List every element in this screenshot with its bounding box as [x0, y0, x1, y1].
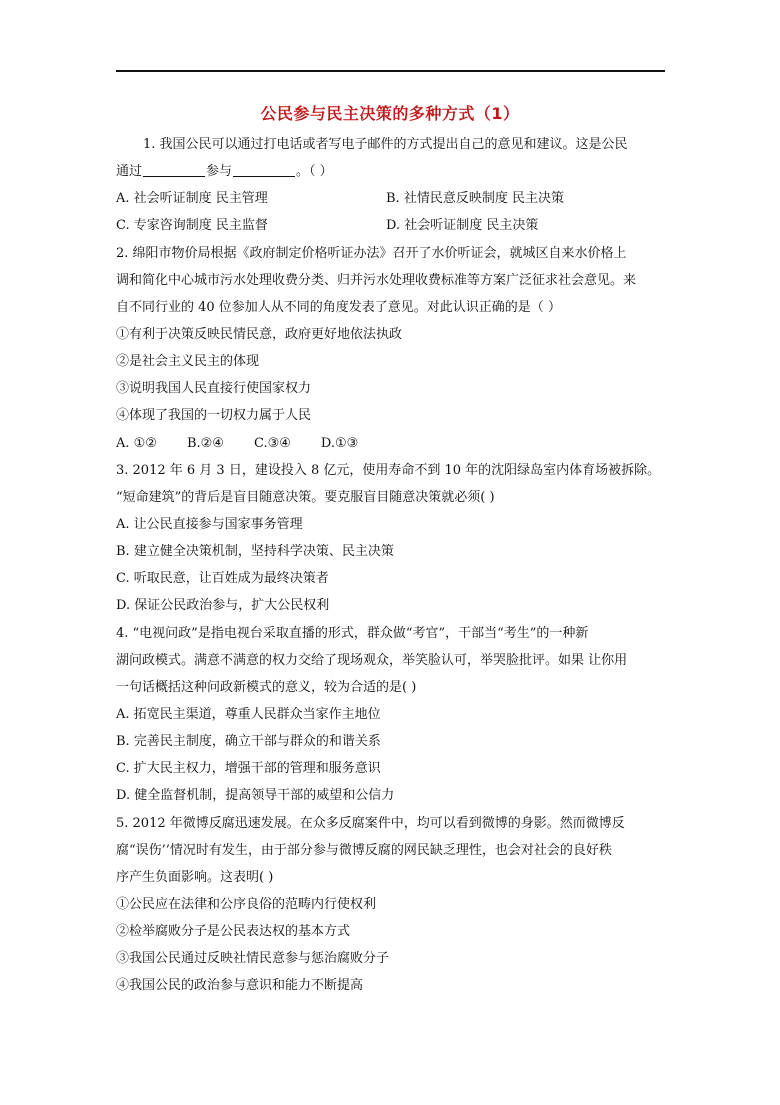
q2-option-d: D.①③ [320, 435, 359, 451]
q1-text-mid: 参与 [206, 164, 233, 180]
q4-line-3: 一句话概括这种问政新模式的意义，较为合适的是( ) [116, 679, 417, 695]
answer-blank-2 [233, 161, 295, 177]
q5-item-2: ②检举腐败分子是公民表达权的基本方式 [116, 924, 351, 940]
q3-option-c: C. 听取民意，让百姓成为最终决策者 [116, 571, 329, 587]
q5-line-2: 腐“误伤’’情况时有发生，由于部分参与微博反腐的网民缺乏理性，也会对社会的良好秩 [116, 842, 612, 858]
q2-options-row [116, 430, 665, 457]
header-rule [116, 70, 665, 72]
q4-line-2: 湖问政模式。满意不满意的权力交给了现场观众，举笑脸认可，举哭脸批评。如果 让你用 [116, 652, 628, 668]
q3-option-b: B. 建立健全决策机制，坚持科学决策、民主决策 [116, 544, 394, 560]
q4-option-b: B. 完善民主制度，确立干部与群众的和谐关系 [116, 734, 381, 750]
q1-option-b: B. 社情民意反映制度 民主决策 [386, 191, 564, 207]
q1-option-d: D. 社会听证制度 民主决策 [386, 218, 539, 234]
q1-text-post: 。（ ） [296, 164, 333, 180]
q4-option-a: A. 拓宽民主渠道，尊重人民群众当家作主地位 [116, 706, 381, 722]
q2-line-2: 调和简化中心城市污水处理收费分类、归并污水处理收费标准等方案广泛征求社会意见。来 [116, 272, 637, 288]
document-body [116, 131, 665, 1000]
q4-option-d: D. 健全监督机制，提高领导干部的威望和公信力 [116, 788, 395, 804]
q4-option-c: C. 扩大民主权力，增强干部的管理和服务意识 [116, 761, 381, 777]
q3-option-d: D. 保证公民政治参与，扩大公民权利 [116, 598, 330, 614]
q1-options-row-1 [116, 185, 665, 212]
q2-line-1: 2. 绵阳市物价局根据《政府制定价格听证办法》召开了水价听证会，就城区自来水价格上 [116, 245, 627, 261]
q3-option-a: A. 让公民直接参与国家事务管理 [116, 516, 303, 532]
q1-text-pre: 通过 [116, 164, 143, 180]
q1-line-2 [116, 158, 665, 185]
q5-line-1: 5. 2012 年微博反腐迅速发展。在众多反腐案件中，均可以看到微博的身影。然而微博反 [116, 815, 625, 831]
q1-option-a: A. 社会听证制度 民主管理 [116, 191, 268, 207]
page-title: 公民参与民主决策的多种方式（1） [260, 104, 520, 123]
q2-option-a: A. ①② [116, 435, 157, 451]
q1-options-row-2 [116, 212, 665, 239]
q2-option-c: C.③④ [253, 435, 291, 451]
q5-item-3: ③我国公民通过反映社情民意参与惩治腐败分子 [116, 951, 390, 967]
q2-item-1: ①有利于决策反映民情民意，政府更好地依法执政 [116, 326, 403, 342]
q2-option-b: B.②④ [186, 435, 224, 451]
q2-item-3: ③说明我国人民直接行使国家权力 [116, 381, 312, 397]
q1-option-c: C. 专家咨询制度 民主监督 [116, 218, 268, 234]
q5-item-1: ①公民应在法律和公序良俗的范畴内行使权利 [116, 896, 377, 912]
q3-line-1: 3. 2012 年 6 月 3 日，建设投入 8 亿元，使用寿命不到 10 年的沈阳绿岛室内体育场被拆除。 [116, 462, 661, 478]
q1-line-1: 1. 我国公民可以通过打电话或者写电子邮件的方式提出自己的意见和建议。这是公民 [143, 137, 628, 152]
answer-blank-1 [143, 161, 205, 177]
q5-item-4: ④我国公民的政治参与意识和能力不断提高 [116, 978, 364, 994]
q4-line-1: 4. “电视问政”是指电视台采取直播的形式，群众做“考官”，干部当“考生”的一种新 [116, 625, 589, 641]
q2-line-3: 自不同行业的 40 位参加人从不同的角度发表了意见。对此认识正确的是（ ） [116, 299, 561, 315]
q3-line-2: “短命建筑”的背后是盲目随意决策。要克服盲目随意决策就必须( ) [116, 489, 495, 505]
q5-line-3: 序产生负面影响。这表明( ) [116, 869, 274, 885]
q2-item-4: ④体现了我国的一切权力属于人民 [116, 408, 312, 424]
q2-item-2: ②是社会主义民主的体现 [116, 354, 260, 370]
